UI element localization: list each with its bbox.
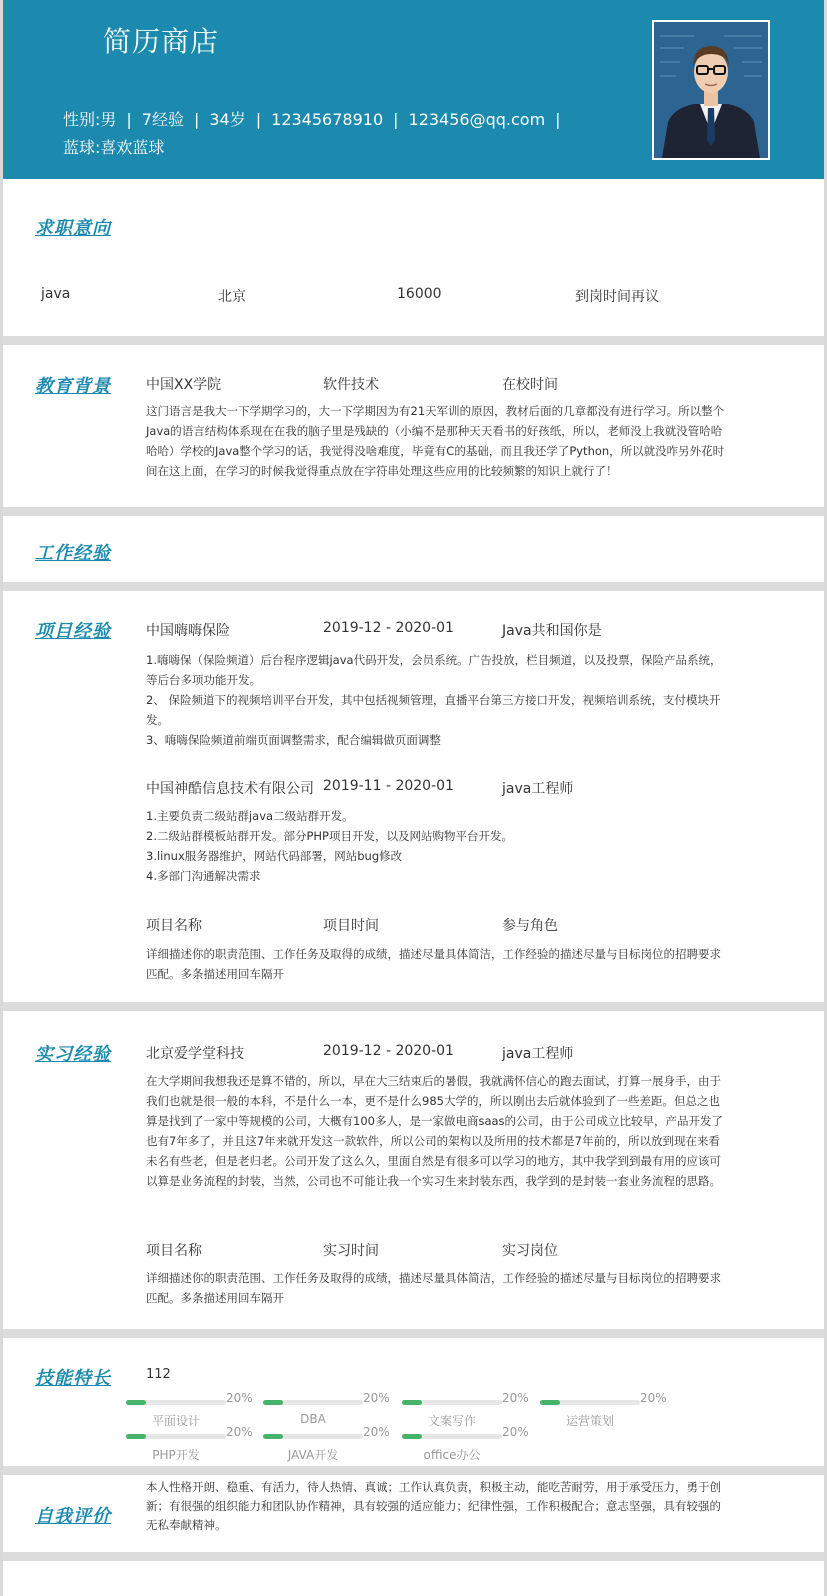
project-line: 1.嗨嗨保（保险频道）后台程序逻辑java代码开发，会员系统。广告投放，栏目频道，以及投票，保险产品系统，等后台多项功能开发。 [146, 653, 722, 687]
project-company: 中国神酷信息技术有限公司 [146, 781, 314, 797]
project-line: 2.二级站群模板站群开发。部分PHP项目开发，以及网站购物平台开发。 [146, 829, 513, 843]
internship-role: java工程师 [502, 1046, 574, 1062]
education-time: 在校时间 [502, 377, 558, 393]
experience: 7经验 [141, 110, 184, 129]
internship-description: 在大学期间我想我还是算不错的，所以，早在大三结束后的暑假，我就满怀信心的跑去面试，打算一展身手，由于我们也就是很一般的本科，不是什么一本，更不是什么985大学的，所以刚出去后就体验到了一些差距。但总之也算是找到了一家中等规模的公司，大概有100多人，是一家做电商saas的公司，由于公司成立比较早，产品开发了也有7年多了，并且这7年来就开发这一款软件，所以公司的架构以及所用的技术都是7年前的，所以放到现在来看未名有些老，但是老归老。公司开发了这么久，里面自然是有很多可以学习的地方，其中我学到到最有用的应该可以算是业务流程的封装，当然，公司也不可能让我一个实习生来封装东西，我学到的是封装一套业务流程的思路。 [146, 1074, 724, 1188]
avatar-photo [652, 20, 770, 160]
skill-bar-fill [540, 1400, 560, 1405]
skill-name: PHP开发 [152, 1448, 200, 1462]
intention-salary: 16000 [397, 286, 442, 302]
hobby: 蓝球:喜欢蓝球 [63, 138, 165, 157]
skill-bar-fill [263, 1400, 283, 1405]
project-line: 3.linux服务器维护，网站代码部署，网站bug修改 [146, 849, 403, 863]
project-company: 中国嗨嗨保险 [146, 623, 230, 639]
skill-percent: 20% [502, 1425, 529, 1439]
project-line: 3、嗨嗨保险频道前端页面调整需求，配合编辑做页面调整 [146, 733, 441, 747]
section-divider [3, 336, 824, 345]
skill-bar-fill [402, 1400, 422, 1405]
basic-info [63, 106, 583, 162]
section-divider [3, 507, 824, 516]
section-title-work: 工作经验 [35, 543, 111, 564]
skills-note: 112 [146, 1367, 171, 1382]
project-line: 4.多部门沟通解决需求 [146, 869, 261, 883]
section-title-internship: 实习经验 [35, 1044, 111, 1065]
skill-name: office办公 [423, 1448, 481, 1462]
intention-arrival: 到岗时间再议 [575, 289, 659, 305]
skill-bar-track [126, 1434, 226, 1439]
skill-bar-fill [126, 1434, 146, 1439]
skill-name: 运营策划 [565, 1414, 614, 1428]
skill-item [263, 1426, 391, 1460]
project-role: java工程师 [502, 781, 574, 797]
intention-city: 北京 [218, 289, 246, 305]
skill-bar-track [402, 1434, 502, 1439]
section-divider [3, 582, 824, 591]
skill-bar-track [402, 1400, 502, 1405]
intention-job: java [41, 286, 71, 302]
skill-name: 平面设计 [151, 1414, 200, 1428]
skill-item [402, 1392, 530, 1426]
project-period: 2019-12 - 2020-01 [323, 620, 454, 636]
skill-bar-track [540, 1400, 640, 1405]
resume-header [3, 0, 824, 179]
education-major: 软件技术 [323, 377, 379, 393]
skill-percent: 20% [502, 1391, 529, 1405]
skill-percent: 20% [226, 1391, 253, 1405]
project-line: 2、 保险频道下的视频培训平台开发，其中包括视频管理，直播平台第三方接口开发，视频培训系统，支付模块开发。 [146, 693, 721, 727]
section-title-intention: 求职意向 [35, 218, 111, 239]
section-title-projects: 项目经验 [35, 621, 111, 642]
education-school: 中国XX学院 [146, 377, 222, 393]
candidate-name: 简历商店 [103, 25, 220, 58]
internship-role: 实习岗位 [502, 1243, 558, 1259]
skill-percent: 20% [363, 1425, 390, 1439]
internship-company: 项目名称 [146, 1243, 202, 1259]
education-description: 这门语言是我大一下学期学习的，大一下学期因为有21天军训的原因，教材后面的几章都没有进行学习。所以整个Java的语言结构体系现在在我的脑子里是残缺的（小编不是那种天天看书的好孩纸，所以，老师没上我就没管哈哈哈哈）学校的Java整个学习的话，我觉得没啥难度，毕竟有C的基础，而且我还学了Python，所以就没咋另外花时间在这上面，在学习的时候我觉得重点放在字符串处理这些应用的比较频繁的知识上就行了！ [146, 404, 725, 478]
separator: | [393, 110, 399, 129]
resume-page [3, 0, 824, 1596]
section-divider [3, 1552, 824, 1561]
internship-company: 北京爱学堂科技 [146, 1046, 244, 1062]
section-title-self-eval: 自我评价 [35, 1506, 111, 1527]
project-description [146, 650, 726, 750]
project-period: 2019-11 - 2020-01 [323, 778, 454, 794]
project-description [146, 806, 726, 886]
skill-item [263, 1392, 391, 1426]
skill-item [540, 1392, 668, 1426]
project-role: 参与角色 [502, 918, 558, 934]
skill-bar-track [126, 1400, 226, 1405]
separator: | [126, 110, 132, 129]
section-title-skills: 技能特长 [35, 1368, 111, 1389]
skill-percent: 20% [363, 1391, 390, 1405]
project-description [146, 944, 726, 984]
skill-name: DBA [300, 1412, 326, 1426]
separator: | [193, 110, 200, 129]
section-divider [3, 1466, 824, 1475]
separator: | [255, 110, 262, 129]
skill-item [402, 1426, 530, 1460]
skill-name: 文案写作 [427, 1414, 476, 1428]
skill-name: JAVA开发 [287, 1448, 339, 1462]
avatar-photo-icon [654, 22, 768, 158]
project-line: 1.主要负责二级站群java二级站群开发。 [146, 809, 354, 823]
self-eval-description: 本人性格开朗、稳重、有活力，待人热情、真诚；工作认真负责，积极主动，能吃苦耐劳，用于承受压力，勇于创新；有很强的组织能力和团队协作精神，具有较强的适应能力；纪律性强，工作积极配合；意志坚强，具有较强的无私奉献精神。 [146, 1480, 721, 1532]
skill-item [126, 1426, 254, 1460]
skill-bar-fill [126, 1400, 146, 1405]
skill-percent: 20% [640, 1391, 667, 1405]
gender: 性别:男 [63, 110, 117, 129]
phone: 12345678910 [271, 110, 384, 129]
skill-bar-track [263, 1400, 363, 1405]
project-period: 项目时间 [323, 918, 379, 934]
project-role: Java共和国你是 [502, 623, 602, 639]
internship-period: 2019-12 - 2020-01 [323, 1043, 454, 1059]
internship-description: 详细描述你的职责范围、工作任务及取得的成绩，描述尽量具体简洁，工作经验的描述尽量与目标岗位的招聘要求匹配。多条描述用回车隔开 [146, 1271, 721, 1305]
project-company: 项目名称 [146, 918, 202, 934]
project-line: 详细描述你的职责范围、工作任务及取得的成绩，描述尽量具体简洁，工作经验的描述尽量与目标岗位的招聘要求匹配。多条描述用回车隔开 [146, 947, 721, 981]
skill-bar-track [263, 1434, 363, 1439]
age: 34岁 [209, 110, 246, 129]
skill-bar-fill [263, 1434, 283, 1439]
separator: | [555, 110, 561, 129]
skill-percent: 20% [226, 1425, 253, 1439]
internship-period: 实习时间 [323, 1243, 379, 1259]
section-divider [3, 1329, 824, 1338]
section-title-education: 教育背景 [35, 376, 111, 397]
email[interactable]: 123456@qq.com [408, 110, 546, 129]
skill-item [126, 1392, 254, 1426]
section-divider [3, 1002, 824, 1011]
skill-bar-fill [402, 1434, 422, 1439]
